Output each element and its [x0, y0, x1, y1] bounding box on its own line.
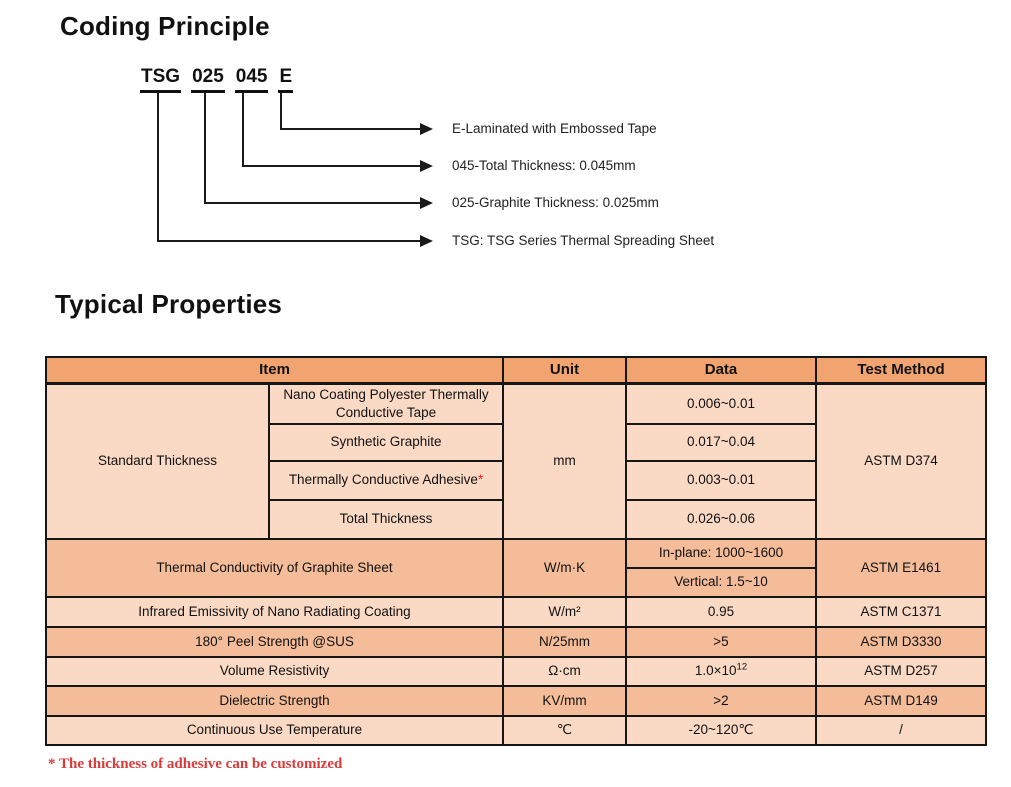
cell-unit-n25mm: N/25mm: [503, 627, 626, 657]
code-segment-graphite-thickness: 025: [191, 66, 225, 93]
diagram-label-lamination: E-Laminated with Embossed Tape: [452, 121, 657, 136]
code-segment-lamination: E: [278, 66, 293, 93]
cell-test-method-astm-c1371: ASTM C1371: [816, 597, 986, 627]
cell-unit-mm: mm: [503, 383, 626, 539]
cell-subitem-conductive-adhesive: [269, 461, 503, 500]
column-header-test-method: Test Method: [816, 357, 986, 383]
cell-item-peel-strength: 180° Peel Strength @SUS: [46, 627, 503, 657]
footnote: * The thickness of adhesive can be customized: [48, 756, 343, 772]
cell-test-method-astm-e1461: ASTM E1461: [816, 539, 986, 597]
connector-hline-045: [242, 165, 420, 167]
cell-unit-celsius: ℃: [503, 716, 626, 745]
cell-item-standard-thickness: Standard Thickness: [46, 383, 269, 539]
product-code: [140, 66, 293, 93]
cell-data-resistivity: [626, 657, 816, 686]
cell-unit-wmk: W/m·K: [503, 539, 626, 597]
code-segment-series: TSG: [140, 66, 181, 93]
table-row-dielectric-strength: [46, 686, 986, 716]
cell-test-method-astm-d257: ASTM D257: [816, 657, 986, 686]
cell-unit-ohm-cm: Ω·cm: [503, 657, 626, 686]
connector-vline-e: [280, 93, 282, 130]
value-exponent: 12: [736, 661, 748, 673]
cell-data-conductive-adhesive: 0.003~0.01: [626, 461, 816, 500]
cell-data-synthetic-graphite: 0.017~0.04: [626, 424, 816, 461]
connector-vline-025: [204, 93, 206, 204]
table-row-nano-coating: [46, 383, 986, 424]
cell-item-dielectric-strength: Dielectric Strength: [46, 686, 503, 716]
diagram-label-total-thickness: 045-Total Thickness: 0.045mm: [452, 158, 636, 173]
code-segment-total-thickness: 045: [235, 66, 269, 93]
cell-test-method-astm-d149: ASTM D149: [816, 686, 986, 716]
arrow-icon-e: [420, 123, 433, 135]
value-base: 1.0×10: [694, 663, 737, 679]
cell-unit-kvmm: KV/mm: [503, 686, 626, 716]
connector-vline-045: [242, 93, 244, 167]
coding-principle-heading: Coding Principle: [60, 11, 270, 41]
cell-subitem-synthetic-graphite: Synthetic Graphite: [269, 424, 503, 461]
cell-data-dielectric: >2: [626, 686, 816, 716]
typical-properties-heading: Typical Properties: [55, 289, 283, 319]
diagram-label-graphite-thickness: 025-Graphite Thickness: 0.025mm: [452, 195, 659, 210]
cell-test-method-astm-d374: ASTM D374: [816, 383, 986, 539]
arrow-icon-025: [420, 197, 433, 209]
column-header-data: Data: [626, 357, 816, 383]
cell-item-volume-resistivity: Volume Resistivity: [46, 657, 503, 686]
properties-table: [45, 356, 987, 746]
table-row-volume-resistivity: [46, 657, 986, 686]
table-row-infrared-emissivity: [46, 597, 986, 627]
table-row-peel-strength: [46, 627, 986, 657]
cell-item-thermal-conductivity: Thermal Conductivity of Graphite Sheet: [46, 539, 503, 597]
cell-data-emissivity: 0.95: [626, 597, 816, 627]
cell-item-infrared-emissivity: Infrared Emissivity of Nano Radiating Coating: [46, 597, 503, 627]
table-row-continuous-temperature: [46, 716, 986, 745]
table-header-row: [46, 357, 986, 383]
cell-data-temperature-range: -20~120℃: [626, 716, 816, 745]
cell-subitem-total-thickness: Total Thickness: [269, 500, 503, 539]
arrow-icon-tsg: [420, 235, 433, 247]
subitem-text: Thermally Conductive Adhesive: [288, 472, 478, 488]
cell-data-in-plane: In-plane: 1000~1600: [626, 539, 816, 568]
cell-data-total-thickness: 0.026~0.06: [626, 500, 816, 539]
cell-subitem-nano-coating: Nano Coating Polyester Thermally Conductive Tape: [269, 383, 503, 424]
cell-test-method-astm-d3330: ASTM D3330: [816, 627, 986, 657]
connector-hline-e: [280, 128, 420, 130]
cell-item-continuous-temperature: Continuous Use Temperature: [46, 716, 503, 745]
connector-hline-025: [204, 202, 420, 204]
connector-vline-tsg: [157, 93, 159, 242]
column-header-item: Item: [46, 357, 503, 383]
arrow-icon-045: [420, 160, 433, 172]
cell-data-peel: >5: [626, 627, 816, 657]
footnote-asterisk: *: [477, 472, 484, 488]
cell-unit-wm2: W/m²: [503, 597, 626, 627]
cell-data-nano-coating: 0.006~0.01: [626, 383, 816, 424]
table-row-thermal-conductivity-in-plane: [46, 539, 986, 568]
column-header-unit: Unit: [503, 357, 626, 383]
cell-data-vertical: Vertical: 1.5~10: [626, 568, 816, 597]
cell-test-method-slash: /: [816, 716, 986, 745]
diagram-label-series: TSG: TSG Series Thermal Spreading Sheet: [452, 233, 715, 248]
connector-hline-tsg: [157, 240, 420, 242]
